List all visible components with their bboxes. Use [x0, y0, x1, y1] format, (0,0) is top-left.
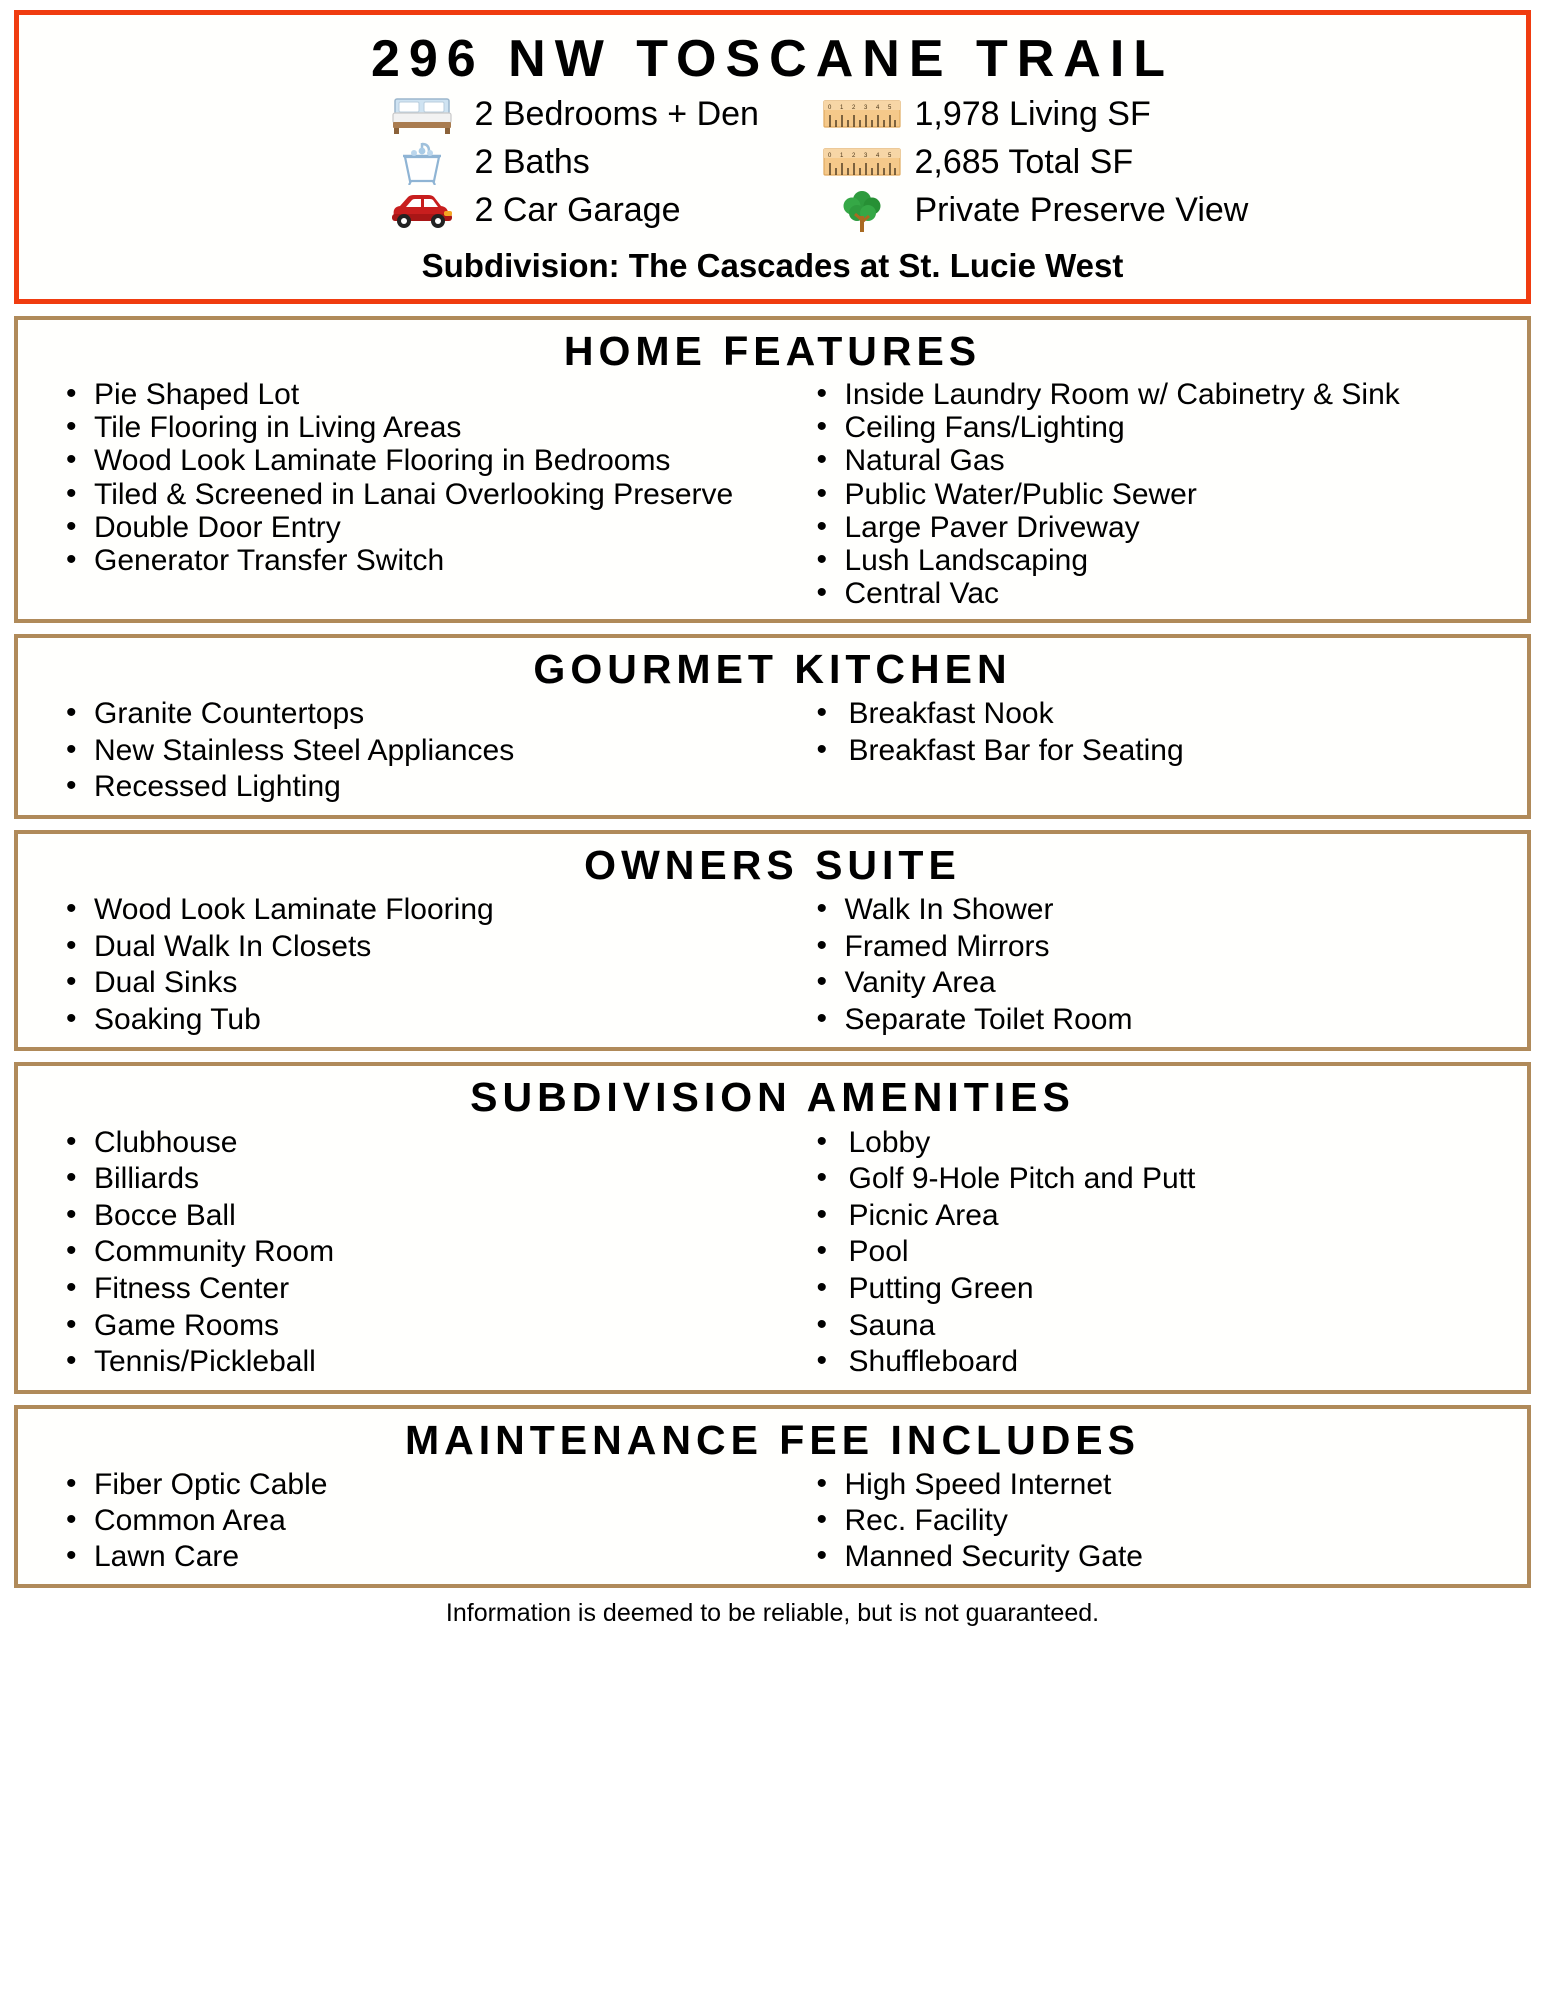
- kitchen-list-left: [58, 697, 773, 804]
- list-item: • Pie Shaped Lot: [58, 379, 773, 411]
- section-title: SUBDIVISION AMENITIES: [470, 1074, 1075, 1121]
- kitchen-column-right: [773, 697, 1518, 807]
- owners-column-right: [773, 893, 1518, 1039]
- list-item: • Double Door Entry: [58, 512, 773, 544]
- spec-label-preserve-view: Private Preserve View: [914, 191, 1249, 230]
- section-title: MAINTENANCE FEE INCLUDES: [404, 1416, 1141, 1463]
- list-item: • Inside Laundry Room w/ Cabinetry & Sink: [809, 379, 1518, 411]
- section-owners-suite: [14, 830, 1531, 1052]
- svg-text:3: 3: [863, 153, 867, 160]
- list-item: • High Speed Internet: [809, 1468, 1518, 1501]
- amenities-list-right: [809, 1126, 1518, 1379]
- list-item: • Putting Green: [809, 1272, 1518, 1306]
- list-item: • Fitness Center: [58, 1272, 773, 1306]
- list-item: • Tile Flooring in Living Areas: [58, 412, 773, 444]
- list-item: • Large Paver Driveway: [809, 512, 1518, 544]
- svg-text:2: 2: [851, 153, 855, 160]
- list-item: • Billiards: [58, 1162, 773, 1196]
- list-item: • Sauna: [809, 1309, 1518, 1343]
- list-item: • Lobby: [809, 1126, 1518, 1160]
- spec-label-bedrooms: 2 Bedrooms + Den: [474, 95, 759, 134]
- bathtub-icon: [383, 139, 461, 185]
- section-title: HOME FEATURES: [563, 328, 982, 375]
- property-specs: [33, 91, 1512, 233]
- list-item: • Breakfast Nook: [809, 697, 1518, 731]
- list-item: • Public Water/Public Sewer: [809, 479, 1518, 511]
- maintenance-list-left: [58, 1468, 773, 1573]
- subdivision-label: Subdivision: The Cascades at St. Lucie West: [421, 247, 1124, 285]
- feature-list-right: [809, 379, 1518, 610]
- kitchen-list-right: [809, 697, 1518, 767]
- list-item: • Dual Walk In Closets: [58, 930, 773, 964]
- list-item: • Rec. Facility: [809, 1504, 1518, 1537]
- list-item: • Generator Transfer Switch: [58, 545, 773, 577]
- list-item: • Fiber Optic Cable: [58, 1468, 773, 1501]
- list-item: • Lawn Care: [58, 1540, 773, 1573]
- maintenance-column-right: [773, 1468, 1518, 1576]
- svg-text:5: 5: [887, 105, 891, 112]
- list-item: • Dual Sinks: [58, 966, 773, 1000]
- list-item: • Walk In Shower: [809, 893, 1518, 927]
- list-item: • Framed Mirrors: [809, 930, 1518, 964]
- list-item: • Pool: [809, 1235, 1518, 1269]
- spec-row-living-sf: [823, 91, 1313, 137]
- section-title: OWNERS SUITE: [584, 841, 961, 888]
- svg-text:3: 3: [863, 105, 867, 112]
- spec-label-total-sf: 2,685 Total SF: [914, 143, 1134, 182]
- maintenance-list-right: [809, 1468, 1518, 1573]
- list-item: • Common Area: [58, 1504, 773, 1537]
- feature-column-right: [773, 379, 1518, 611]
- list-item: • Soaking Tub: [58, 1003, 773, 1037]
- list-item: • Shuffleboard: [809, 1345, 1518, 1379]
- section-subdivision-amenities: [14, 1062, 1531, 1393]
- list-item: • Bocce Ball: [58, 1199, 773, 1233]
- section-maintenance-fee: [14, 1405, 1531, 1588]
- list-item: • Vanity Area: [809, 966, 1518, 1000]
- spec-label-baths: 2 Baths: [474, 143, 590, 182]
- spec-row-preserve-view: [823, 187, 1313, 233]
- list-item: • Granite Countertops: [58, 697, 773, 731]
- list-item: • Picnic Area: [809, 1199, 1518, 1233]
- section-home-features: [14, 316, 1531, 623]
- list-item: • Tiled & Screened in Lanai Overlooking Preserve: [58, 479, 773, 511]
- svg-text:5: 5: [887, 153, 891, 160]
- svg-text:0: 0: [827, 153, 831, 160]
- amenities-list-left: [58, 1126, 773, 1379]
- owners-list-right: [809, 893, 1518, 1036]
- specs-column-right: [753, 91, 1313, 233]
- spec-row-garage: [383, 187, 753, 233]
- disclaimer-text: Information is deemed to be reliable, but is not guaranteed.: [445, 1598, 1100, 1627]
- list-item: • Tennis/Pickleball: [58, 1345, 773, 1379]
- spec-row-bedrooms: [383, 91, 759, 137]
- list-item: • Golf 9-Hole Pitch and Putt: [809, 1162, 1518, 1196]
- kitchen-column-left: [28, 697, 773, 807]
- spec-label-garage: 2 Car Garage: [474, 191, 681, 230]
- tree-icon: [823, 186, 901, 234]
- svg-text:4: 4: [875, 153, 879, 160]
- bed-icon: [383, 93, 461, 135]
- specs-column-left: [233, 91, 759, 233]
- section-gourmet-kitchen: [14, 634, 1531, 819]
- list-item: • Natural Gas: [809, 445, 1518, 477]
- list-item: • Ceiling Fans/Lighting: [809, 412, 1518, 444]
- svg-text:2: 2: [851, 105, 855, 112]
- spec-row-total-sf: [823, 139, 1313, 185]
- list-item: • Clubhouse: [58, 1126, 773, 1160]
- list-item: • Lush Landscaping: [809, 545, 1518, 577]
- ruler-icon: [823, 97, 901, 131]
- owners-list-left: [58, 893, 773, 1036]
- ruler-icon: [823, 145, 901, 179]
- spec-label-living-sf: 1,978 Living SF: [914, 95, 1151, 134]
- svg-text:1: 1: [839, 105, 843, 112]
- svg-text:0: 0: [827, 105, 831, 112]
- amenities-column-right: [773, 1126, 1518, 1382]
- list-item: • Wood Look Laminate Flooring in Bedrooms: [58, 445, 773, 477]
- list-item: • Wood Look Laminate Flooring: [58, 893, 773, 927]
- svg-text:1: 1: [839, 153, 843, 160]
- spec-row-baths: [383, 139, 753, 185]
- page-title: 296 NW TOSCANE TRAIL: [370, 30, 1175, 88]
- list-item: • Community Room: [58, 1235, 773, 1269]
- maintenance-column-left: [28, 1468, 773, 1576]
- svg-text:4: 4: [875, 105, 879, 112]
- section-title: GOURMET KITCHEN: [533, 645, 1012, 692]
- amenities-column-left: [28, 1126, 773, 1382]
- list-item: • Game Rooms: [58, 1309, 773, 1343]
- list-item: • Separate Toilet Room: [809, 1003, 1518, 1037]
- list-item: • New Stainless Steel Appliances: [58, 734, 773, 768]
- owners-column-left: [28, 893, 773, 1039]
- list-item: • Manned Security Gate: [809, 1540, 1518, 1573]
- feature-list-left: [58, 379, 773, 577]
- list-item: • Recessed Lighting: [58, 770, 773, 804]
- list-item: • Breakfast Bar for Seating: [809, 734, 1518, 768]
- list-item: • Central Vac: [809, 578, 1518, 610]
- property-header: [14, 10, 1531, 304]
- feature-column-left: [28, 379, 773, 611]
- car-icon: [383, 190, 461, 230]
